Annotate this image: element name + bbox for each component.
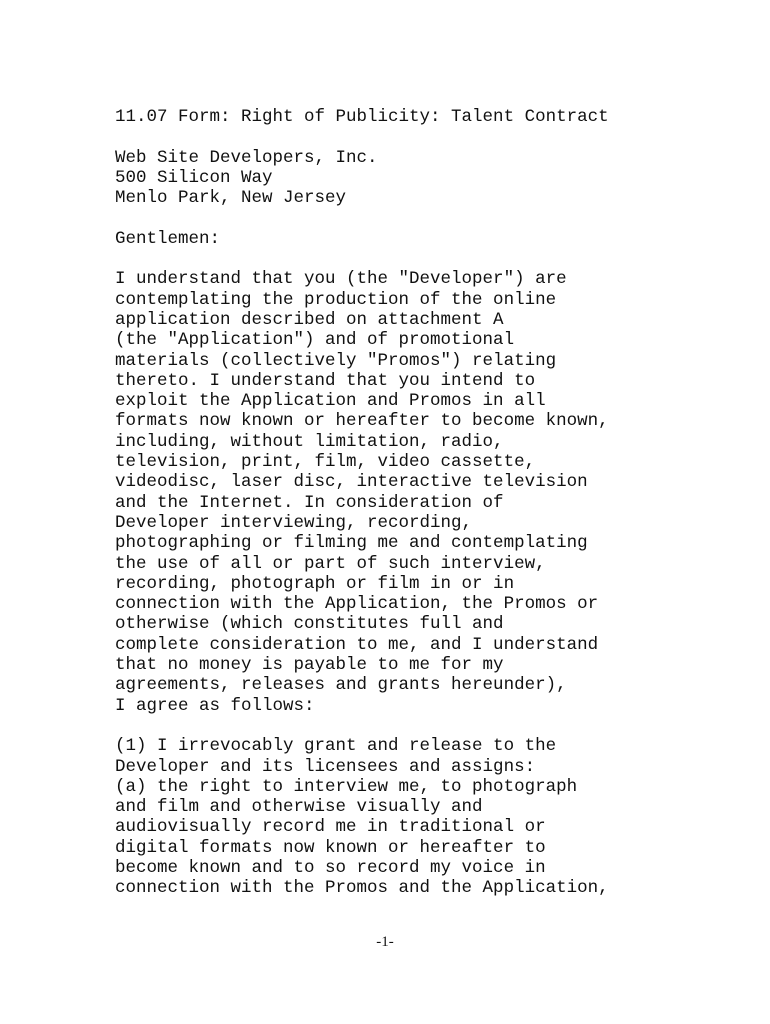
spacer bbox=[115, 208, 755, 228]
document-title: 11.07 Form: Right of Publicity: Talent Contract bbox=[115, 107, 609, 127]
text-line: digital formats now known or hereafter to bbox=[115, 837, 546, 858]
text-line: materials (collectively "Promos") relating bbox=[115, 350, 557, 371]
text-line: agreements, releases and grants hereunder), bbox=[115, 675, 567, 696]
text-line: formats now known or hereafter to become known, bbox=[115, 411, 609, 432]
address-line: Menlo Park, New Jersey bbox=[115, 188, 347, 209]
text-line: become known and to so record my voice in bbox=[115, 857, 546, 878]
text-line: exploit the Application and Promos in all bbox=[115, 391, 546, 412]
text-line: that no money is payable to me for my bbox=[115, 655, 504, 676]
paragraph-2 bbox=[115, 736, 755, 898]
text-line: photographing or filming me and contemplating bbox=[115, 533, 588, 554]
text-line: and the Internet. In consideration of bbox=[115, 492, 504, 513]
text-line: the use of all or part of such interview, bbox=[115, 553, 546, 574]
text-line: including, without limitation, radio, bbox=[115, 431, 504, 452]
page-number: -1- bbox=[376, 934, 394, 950]
spacer bbox=[115, 716, 755, 736]
document-body bbox=[115, 107, 755, 899]
address-block bbox=[115, 148, 755, 209]
text-line: thereto. I understand that you intend to bbox=[115, 370, 536, 391]
text-line: and film and otherwise visually and bbox=[115, 797, 483, 818]
text-line: (the "Application") and of promotional bbox=[115, 330, 515, 351]
text-line: (1) I irrevocably grant and release to the bbox=[115, 736, 557, 757]
text-line: I understand that you (the "Developer") are bbox=[115, 269, 567, 290]
spacer bbox=[115, 127, 755, 147]
address-line: 500 Silicon Way bbox=[115, 167, 273, 188]
text-line: I agree as follows: bbox=[115, 695, 315, 716]
text-line: Developer interviewing, recording, bbox=[115, 512, 473, 533]
paragraph-1 bbox=[115, 269, 755, 716]
text-line: recording, photograph or film in or in bbox=[115, 573, 515, 594]
text-line: (a) the right to interview me, to photograph bbox=[115, 776, 578, 797]
address-line: Web Site Developers, Inc. bbox=[115, 147, 378, 168]
text-line: contemplating the production of the online bbox=[115, 289, 557, 310]
text-line: Developer and its licensees and assigns: bbox=[115, 756, 536, 777]
spacer bbox=[115, 249, 755, 269]
text-line: television, print, film, video cassette, bbox=[115, 452, 536, 473]
text-line: complete consideration to me, and I understand bbox=[115, 634, 599, 655]
text-line: application described on attachment A bbox=[115, 309, 504, 330]
text-line: connection with the Application, the Promos or bbox=[115, 594, 599, 615]
text-line: otherwise (which constitutes full and bbox=[115, 614, 504, 635]
text-line: videodisc, laser disc, interactive television bbox=[115, 472, 588, 493]
salutation: Gentlemen: bbox=[115, 228, 221, 249]
text-line: connection with the Promos and the Application, bbox=[115, 878, 609, 899]
text-line: audiovisually record me in traditional or bbox=[115, 817, 546, 838]
